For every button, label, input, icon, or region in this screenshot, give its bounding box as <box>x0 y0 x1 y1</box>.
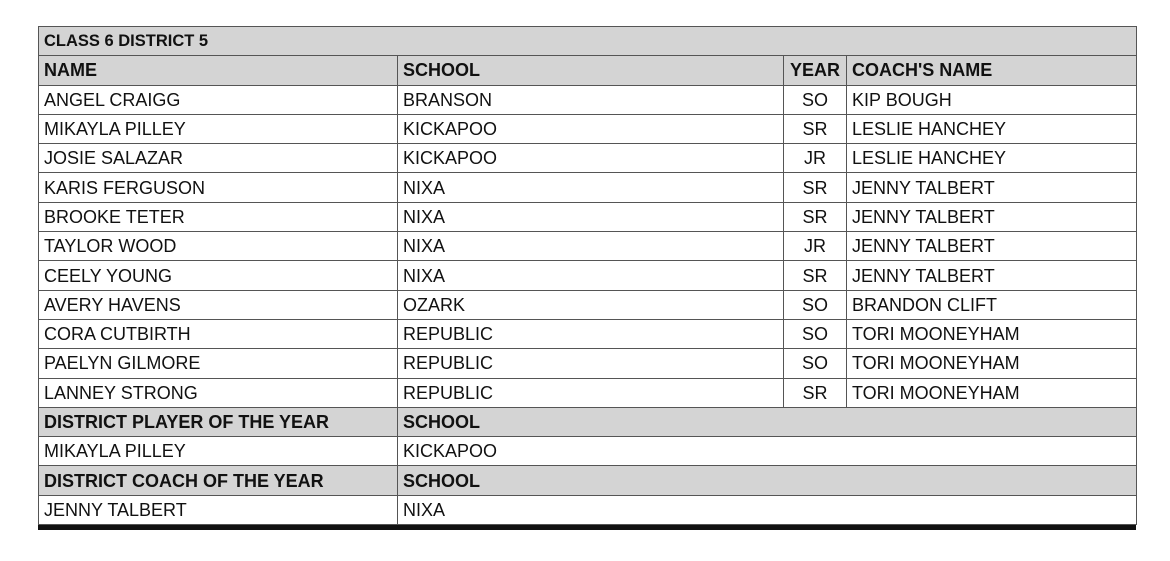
table-row <box>39 85 1137 114</box>
player-coach: TORI MOONEYHAM <box>847 349 1137 378</box>
header-coach: COACH'S NAME <box>847 56 1137 85</box>
player-school: REPUBLIC <box>398 378 784 407</box>
table-row <box>39 349 1137 378</box>
player-year: SR <box>784 378 847 407</box>
coach-of-year-header-row <box>39 466 1137 495</box>
player-coach: LESLIE HANCHEY <box>847 114 1137 143</box>
player-coach: JENNY TALBERT <box>847 202 1137 231</box>
table-row <box>39 261 1137 290</box>
player-of-year-name: MIKAYLA PILLEY <box>39 437 398 466</box>
table-row <box>39 144 1137 173</box>
table-row <box>39 378 1137 407</box>
player-name: CORA CUTBIRTH <box>39 319 398 348</box>
header-year: YEAR <box>784 56 847 85</box>
player-name: ANGEL CRAIGG <box>39 85 398 114</box>
player-coach: JENNY TALBERT <box>847 173 1137 202</box>
player-year: JR <box>784 144 847 173</box>
coach-of-year-school: NIXA <box>398 495 1137 524</box>
player-year: SR <box>784 261 847 290</box>
player-of-year-row <box>39 437 1137 466</box>
player-coach: TORI MOONEYHAM <box>847 378 1137 407</box>
table-row <box>39 232 1137 261</box>
player-of-year-school-label: SCHOOL <box>398 407 1137 436</box>
header-row <box>39 56 1137 85</box>
player-school: REPUBLIC <box>398 349 784 378</box>
coach-of-year-school-label: SCHOOL <box>398 466 1137 495</box>
player-year: SO <box>784 85 847 114</box>
player-school: NIXA <box>398 232 784 261</box>
player-coach: BRANDON CLIFT <box>847 290 1137 319</box>
coach-of-year-name: JENNY TALBERT <box>39 495 398 524</box>
player-coach: TORI MOONEYHAM <box>847 319 1137 348</box>
table-row <box>39 202 1137 231</box>
player-school: KICKAPOO <box>398 114 784 143</box>
player-year: SO <box>784 319 847 348</box>
player-school: NIXA <box>398 173 784 202</box>
player-name: TAYLOR WOOD <box>39 232 398 261</box>
player-name: PAELYN GILMORE <box>39 349 398 378</box>
district-table-sheet <box>38 26 1136 530</box>
player-year: SR <box>784 202 847 231</box>
table-row <box>39 290 1137 319</box>
district-table <box>38 26 1137 525</box>
player-of-year-label: DISTRICT PLAYER OF THE YEAR <box>39 407 398 436</box>
player-year: SO <box>784 349 847 378</box>
player-name: MIKAYLA PILLEY <box>39 114 398 143</box>
player-year: JR <box>784 232 847 261</box>
coach-of-year-label: DISTRICT COACH OF THE YEAR <box>39 466 398 495</box>
table-row <box>39 114 1137 143</box>
player-school: KICKAPOO <box>398 144 784 173</box>
player-of-year-header-row <box>39 407 1137 436</box>
player-name: LANNEY STRONG <box>39 378 398 407</box>
player-school: OZARK <box>398 290 784 319</box>
player-year: SR <box>784 173 847 202</box>
player-coach: JENNY TALBERT <box>847 261 1137 290</box>
player-school: NIXA <box>398 202 784 231</box>
header-school: SCHOOL <box>398 56 784 85</box>
player-name: JOSIE SALAZAR <box>39 144 398 173</box>
table-row <box>39 319 1137 348</box>
table-title: CLASS 6 DISTRICT 5 <box>39 27 1137 56</box>
table-row <box>39 173 1137 202</box>
player-name: AVERY HAVENS <box>39 290 398 319</box>
title-row <box>39 27 1137 56</box>
player-of-year-school: KICKAPOO <box>398 437 1137 466</box>
player-year: SR <box>784 114 847 143</box>
player-school: REPUBLIC <box>398 319 784 348</box>
player-coach: KIP BOUGH <box>847 85 1137 114</box>
player-name: KARIS FERGUSON <box>39 173 398 202</box>
coach-of-year-row <box>39 495 1137 524</box>
player-school: NIXA <box>398 261 784 290</box>
player-coach: JENNY TALBERT <box>847 232 1137 261</box>
player-coach: LESLIE HANCHEY <box>847 144 1137 173</box>
player-year: SO <box>784 290 847 319</box>
player-school: BRANSON <box>398 85 784 114</box>
player-name: CEELY YOUNG <box>39 261 398 290</box>
header-name: NAME <box>39 56 398 85</box>
player-name: BROOKE TETER <box>39 202 398 231</box>
